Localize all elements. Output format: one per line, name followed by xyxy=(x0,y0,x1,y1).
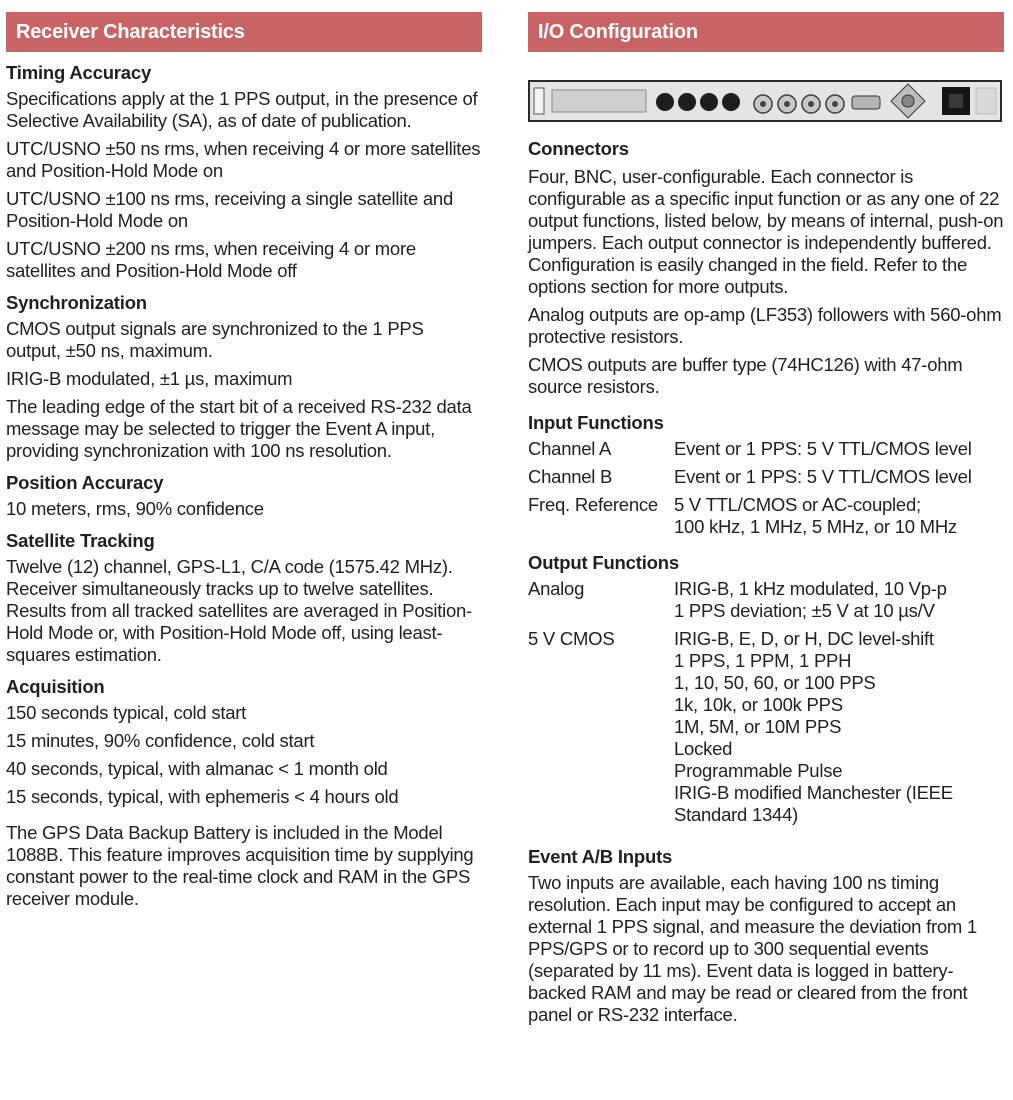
sync-paragraph: The leading edge of the start bit of a received RS-232 data message may be selected to trigger the Event A input, providing synchronization with 100 ns resolution. xyxy=(6,396,472,461)
acquisition-paragraph: 150 seconds typical, cold start xyxy=(6,702,247,723)
battery-paragraph: The GPS Data Backup Battery is included in the Model 1088B. This feature improves acquisition time by supplying constant power to the real-time clock and RAM in the GPS receiver module. xyxy=(6,822,474,909)
io-configuration-header: I/O Configuration xyxy=(528,12,1004,52)
event-inputs-heading: Event A/B Inputs xyxy=(528,846,673,867)
output-label: Analog xyxy=(528,578,585,599)
input-functions-table xyxy=(528,438,1004,538)
rear-panel-image xyxy=(528,80,1002,122)
connectors-paragraph: Analog outputs are op-amp (LF353) followers with 560-ohm protective resistors. xyxy=(528,304,1002,347)
synchronization-heading: Synchronization xyxy=(6,292,147,313)
output-functions-heading: Output Functions xyxy=(528,552,679,573)
input-functions-heading: Input Functions xyxy=(528,412,664,433)
output-value: IRIG-B, E, D, or H, DC level-shift 1 PPS, 1 PPM, 1 PPH 1, 10, 50, 60, or 100 PPS 1k, 10k, or 100k PPS 1M, 5M, or 10M PPS Locked Programmable Pulse IRIG-B modified Manchester (IEEE Standard 1344) xyxy=(674,628,953,825)
receiver-characteristics-header: Receiver Characteristics xyxy=(6,12,482,52)
output-functions-table xyxy=(528,578,1004,826)
input-label: Channel B xyxy=(528,466,613,487)
io-configuration-column xyxy=(528,12,1004,1026)
receiver-characteristics-column xyxy=(6,12,482,910)
output-label: 5 V CMOS xyxy=(528,628,615,649)
event-paragraph: Two inputs are available, each having 100 ns timing resolution. Each input may be configured to accept an external 1 PPS signal, and measure the deviation from 1 PPS/GPS or to record up to 300 sequential events (separated by 11 ms). Event data is logged in battery-backed RAM and may be read or cleared from the front panel or RS-232 interface. xyxy=(528,872,978,1025)
timing-paragraph: Specifications apply at the 1 PPS output, in the presence of Selective Availability (SA), as of date of publication. xyxy=(6,88,478,131)
acquisition-paragraph: 15 seconds, typical, with ephemeris < 4 hours old xyxy=(6,786,399,807)
rear-panel-drawing xyxy=(530,82,1000,120)
tracking-paragraph: Twelve (12) channel, GPS-L1, C/A code (1575.42 MHz). Receiver simultaneously tracks up to twelve satellites. Results from all tracked satellites are averaged in Position-Hold Mode or, with Position-Hold Mode off, using least-squares estimation. xyxy=(6,556,472,665)
position-paragraph: 10 meters, rms, 90% confidence xyxy=(6,498,264,519)
timing-accuracy-heading: Timing Accuracy xyxy=(6,62,152,83)
input-label: Freq. Reference xyxy=(528,494,658,515)
sync-paragraph: IRIG-B modulated, ±1 µs, maximum xyxy=(6,368,293,389)
input-label: Channel A xyxy=(528,438,612,459)
connectors-paragraph: CMOS outputs are buffer type (74HC126) with 47-ohm source resistors. xyxy=(528,354,963,397)
input-value: 5 V TTL/CMOS or AC-coupled; 100 kHz, 1 MHz, 5 MHz, or 10 MHz xyxy=(674,494,957,537)
acquisition-paragraph: 15 minutes, 90% confidence, cold start xyxy=(6,730,315,751)
input-value: Event or 1 PPS: 5 V TTL/CMOS level xyxy=(674,438,972,459)
position-accuracy-heading: Position Accuracy xyxy=(6,472,164,493)
connectors-paragraph: Four, BNC, user-configurable. Each connector is configurable as a specific input function or as any one of 22 output functions, listed below, by means of internal, push-on jumpers. Each output connector is independently buffered. Configuration is easily changed in the field. Refer to the options section for more outputs. xyxy=(528,166,1004,297)
satellite-tracking-heading: Satellite Tracking xyxy=(6,530,155,551)
timing-paragraph: UTC/USNO ±100 ns rms, receiving a single satellite and Position-Hold Mode on xyxy=(6,188,454,231)
acquisition-paragraph: 40 seconds, typical, with almanac < 1 month old xyxy=(6,758,388,779)
timing-paragraph: UTC/USNO ±50 ns rms, when receiving 4 or more satellites and Position-Hold Mode on xyxy=(6,138,481,181)
acquisition-heading: Acquisition xyxy=(6,676,105,697)
timing-paragraph: UTC/USNO ±200 ns rms, when receiving 4 or more satellites and Position-Hold Mode off xyxy=(6,238,416,281)
output-value: IRIG-B, 1 kHz modulated, 10 Vp-p 1 PPS deviation; ±5 V at 10 µs/V xyxy=(674,578,947,621)
connectors-heading: Connectors xyxy=(528,138,629,159)
sync-paragraph: CMOS output signals are synchronized to the 1 PPS output, ±50 ns, maximum. xyxy=(6,318,424,361)
input-value: Event or 1 PPS: 5 V TTL/CMOS level xyxy=(674,466,972,487)
